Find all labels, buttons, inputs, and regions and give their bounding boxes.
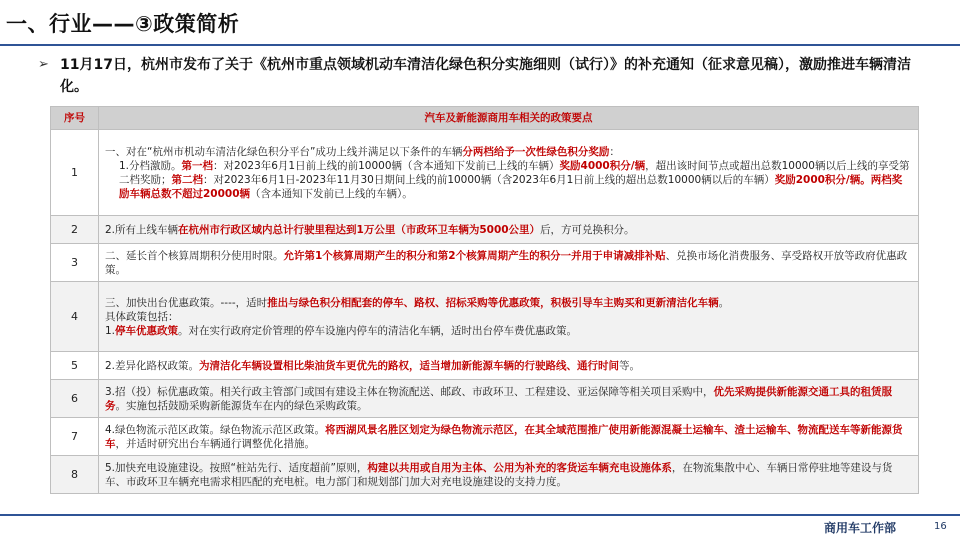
table-row bbox=[51, 244, 919, 282]
row-number: 5 bbox=[51, 352, 99, 380]
policy-line bbox=[105, 324, 912, 338]
highlight-text: 在杭州市行政区域内总计行驶里程达到1万公里（市政环卫车辆为5000公里） bbox=[178, 223, 541, 236]
highlight-text: 构建以共用或自用为主体、公用为补充的客货运车辆充电设施体系 bbox=[367, 461, 672, 474]
policy-line bbox=[105, 461, 912, 489]
highlight-text: 第一档 bbox=[181, 159, 214, 172]
policy-line bbox=[105, 423, 912, 451]
header-no: 序号 bbox=[51, 107, 99, 130]
policy-line bbox=[105, 223, 912, 237]
policy-line bbox=[105, 249, 912, 277]
policy-text: 一、对在“杭州市机动车清洁化绿色积分平台”成功上线并满足以下条件的车辆 bbox=[105, 145, 463, 158]
table-row bbox=[51, 216, 919, 244]
policy-content bbox=[99, 216, 919, 244]
policy-text: 2.差异化路权政策。 bbox=[105, 359, 200, 372]
policy-text: ： bbox=[609, 145, 620, 158]
highlight-text: 推出与绿色积分相配套的停车、路权、招标采购等优惠政策，积极引导车主购买和更新清洁化车辆 bbox=[267, 296, 719, 309]
policy-text: 5.加快充电设施建设。按照“桩站先行、适度超前”原则， bbox=[105, 461, 368, 474]
highlight-text: 分两档给予一次性绿色积分奖励 bbox=[462, 145, 610, 158]
policy-text: ：对2023年6月1日-2023年11月30日期间上线的前10000辆（含2023年6月1日前上线的超出总数10000辆以后的车辆） bbox=[203, 173, 775, 186]
title-divider bbox=[0, 44, 960, 46]
policy-text: 、兑换市场化消费服务、享受路权开放等政府优惠政策。 bbox=[105, 249, 908, 276]
policy-text: 具体政策包括： bbox=[105, 310, 179, 323]
policy-line bbox=[105, 296, 912, 310]
table-row bbox=[51, 380, 919, 418]
policy-text: 1. bbox=[105, 324, 116, 337]
policy-text: ：对2023年6月1日前上线的前10000辆（含本通知下发前已上线的车辆） bbox=[213, 159, 560, 172]
table-header-row bbox=[51, 107, 919, 130]
policy-text: 1.分档激励。 bbox=[119, 159, 182, 172]
highlight-text: 停车优惠政策 bbox=[115, 324, 179, 337]
row-number: 2 bbox=[51, 216, 99, 244]
policy-text: ，在物流集散中心、车辆日常停驻地等建设与货车、市政环卫车辆充电需求相匹配的充电桩。电力部门和规划部门加大对充电设施建设的支持力度。 bbox=[105, 461, 893, 488]
policy-text: ，并适时研究出台车辆通行调整优化措施。 bbox=[115, 437, 315, 450]
policy-line bbox=[105, 359, 912, 373]
intro-text: 11月17日，杭州市发布了关于《杭州市重点领域机动车清洁化绿色积分实施细则（试行）》的补充通知（征求意见稿），激励推进车辆清洁化。 bbox=[60, 57, 911, 95]
highlight-text: 将西湖风景名胜区划定为绿色物流示范区，在其全域范围推广使用新能源混凝土运输车、渣土运输车、物流配送车等新能源货车 bbox=[105, 423, 903, 450]
policy-line bbox=[105, 310, 912, 324]
policy-text: 。对在实行政府定价管理的停车设施内停车的清洁化车辆，适时出台停车费优惠政策。 bbox=[178, 324, 578, 337]
table-row bbox=[51, 352, 919, 380]
header-content: 汽车及新能源商用车相关的政策要点 bbox=[99, 107, 919, 130]
table-row bbox=[51, 282, 919, 352]
footer-department: 商用车工作部 bbox=[824, 521, 897, 535]
intro-bullet bbox=[38, 54, 928, 98]
policy-content bbox=[99, 130, 919, 216]
highlight-text: 允许第1个核算周期产生的积分和第2个核算周期产生的积分一并用于申请减排补贴 bbox=[283, 249, 666, 262]
policy-text: 3.招（投）标优惠政策。相关行政主管部门或国有建设主体在物流配送、邮政、市政环卫、工程建设、亚运保障等相关项目采购中， bbox=[105, 385, 714, 398]
policy-content bbox=[99, 380, 919, 418]
footer-divider bbox=[0, 514, 960, 516]
policy-text: 二、延长首个核算周期积分使用时限。 bbox=[105, 249, 284, 262]
highlight-text: 优先采购提供新能源交通工具的租赁服务 bbox=[105, 385, 893, 412]
page-number: 16 bbox=[934, 521, 947, 532]
policy-content bbox=[99, 418, 919, 456]
policy-content bbox=[99, 282, 919, 352]
policy-table bbox=[50, 106, 919, 494]
highlight-text: 奖励2000积分/辆。两档奖励车辆总数不超过20000辆 bbox=[119, 173, 903, 200]
policy-line bbox=[105, 385, 912, 413]
policy-text: 后，方可兑换积分。 bbox=[540, 223, 635, 236]
row-number: 3 bbox=[51, 244, 99, 282]
policy-content bbox=[99, 244, 919, 282]
highlight-text: 为清洁化车辆设置相比柴油货车更优先的路权，适当增加新能源车辆的行驶路线、通行时间 bbox=[199, 359, 620, 372]
row-number: 7 bbox=[51, 418, 99, 456]
row-number: 1 bbox=[51, 130, 99, 216]
table-row bbox=[51, 130, 919, 216]
highlight-text: 第二档 bbox=[171, 173, 203, 186]
page-title: 一、行业——③政策简析 bbox=[6, 12, 240, 36]
row-number: 8 bbox=[51, 456, 99, 494]
policy-text: 2.所有上线车辆 bbox=[105, 223, 179, 236]
policy-content bbox=[99, 456, 919, 494]
row-number: 6 bbox=[51, 380, 99, 418]
policy-text: ，超出该时间节点或超出总数10000辆以后上线的享受第二档奖励； bbox=[119, 159, 910, 186]
policy-text: 4.绿色物流示范区政策。绿色物流示范区政策。 bbox=[105, 423, 326, 436]
policy-text: （含本通知下发前已上线的车辆）。 bbox=[250, 187, 413, 200]
policy-text: 等。 bbox=[619, 359, 641, 372]
policy-content bbox=[99, 352, 919, 380]
policy-line bbox=[105, 145, 912, 159]
table-row bbox=[51, 456, 919, 494]
policy-table-body bbox=[51, 130, 919, 494]
row-number: 4 bbox=[51, 282, 99, 352]
policy-line bbox=[105, 159, 912, 201]
arrow-bullet-icon: ➢ bbox=[38, 57, 49, 72]
table-row bbox=[51, 418, 919, 456]
policy-text: 。实施包括鼓励采购新能源货车在内的绿色采购政策。 bbox=[115, 399, 368, 412]
policy-text: 。 bbox=[718, 296, 730, 309]
policy-text: 三、加快出台优惠政策。----，适时 bbox=[105, 296, 268, 309]
highlight-text: 奖励4000积分/辆 bbox=[559, 159, 646, 172]
